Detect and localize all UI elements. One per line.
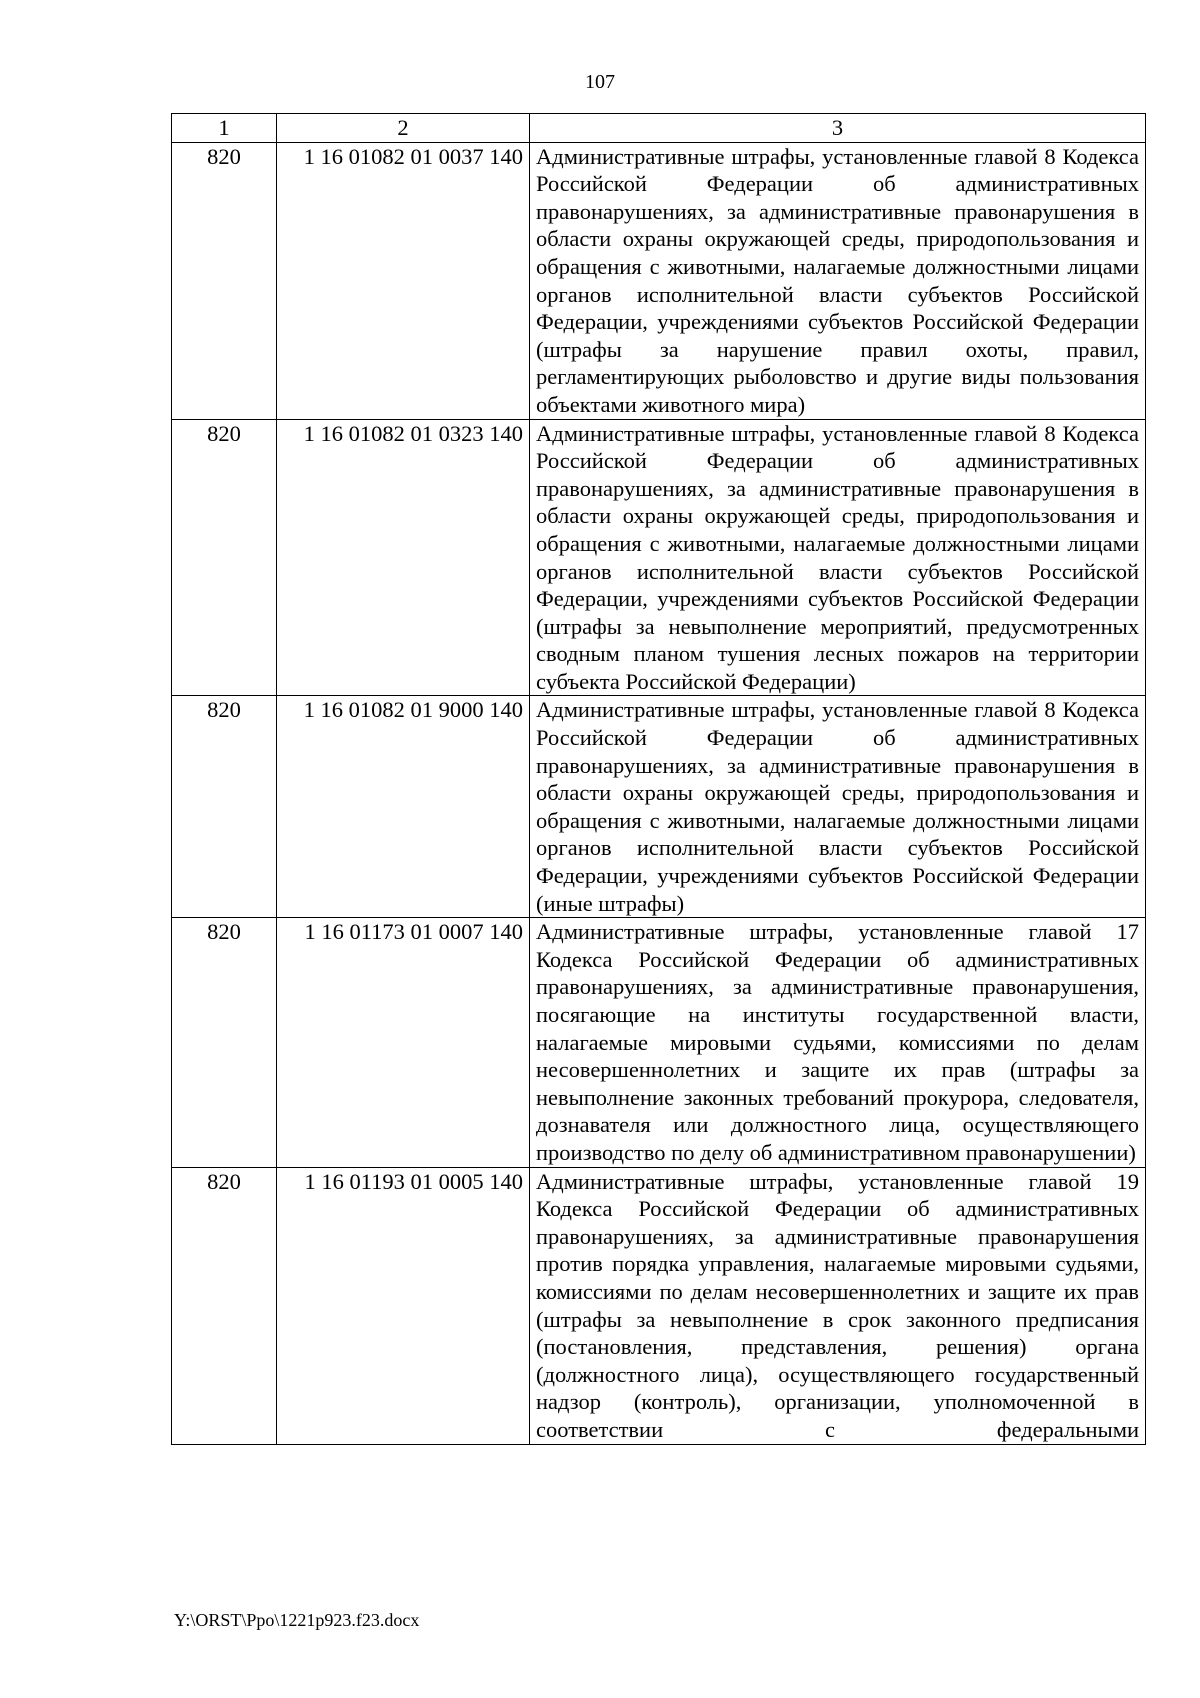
table-row (172, 142, 1146, 419)
admin-code-cell: 820 (172, 419, 277, 696)
admin-code-cell: 820 (172, 918, 277, 1167)
header-cell-2: 2 (277, 114, 530, 143)
budget-codes-table (171, 113, 1146, 1445)
admin-code-cell: 820 (172, 142, 277, 419)
budget-code-cell: 1 16 01082 01 0323 140 (277, 419, 530, 696)
table-row (172, 419, 1146, 696)
budget-code-cell: 1 16 01193 01 0005 140 (277, 1167, 530, 1444)
table-header-row (172, 114, 1146, 143)
table-row (172, 1167, 1146, 1444)
description-cell: Административные штрафы, установленные главой 8 Кодекса Российской Федерации об административных правонарушениях, за административные правонарушения в области охраны окружающей среды, природопользования и обращения с животными, налагаемые должностными лицами органов исполнительной власти субъектов Российской Федерации, учреждениями субъектов Российской Федерации (иные штрафы) (530, 696, 1146, 918)
budget-code-cell: 1 16 01173 01 0007 140 (277, 918, 530, 1167)
admin-code-cell: 820 (172, 1167, 277, 1444)
table-row (172, 696, 1146, 918)
description-cell: Административные штрафы, установленные главой 8 Кодекса Российской Федерации об административных правонарушениях, за административные правонарушения в области охраны окружающей среды, природопользования и обращения с животными, налагаемые должностными лицами органов исполнительной власти субъектов Российской Федерации, учреждениями субъектов Российской Федерации (штрафы за невыполнение мероприятий, предусмотренных сводным планом тушения лесных пожаров на территории субъекта Российской Федерации) (530, 419, 1146, 696)
description-cell: Административные штрафы, установленные главой 8 Кодекса Российской Федерации об административных правонарушениях, за административные правонарушения в области охраны окружающей среды, природопользования и обращения с животными, налагаемые должностными лицами органов исполнительной власти субъектов Российской Федерации, учреждениями субъектов Российской Федерации (штрафы за нарушение правил охоты, правил, регламентирующих рыболовство и другие виды пользования объектами животного мира) (530, 142, 1146, 419)
table-row (172, 918, 1146, 1167)
header-cell-1: 1 (172, 114, 277, 143)
page-number: 107 (585, 71, 615, 93)
description-cell: Административные штрафы, установленные главой 17 Кодекса Российской Федерации об административных правонарушениях, за административные правонарушения, посягающие на институты государственной власти, налагаемые мировыми судьями, комиссиями по делам несовершеннолетних и защите их прав (штрафы за невыполнение законных требований прокурора, следователя, дознавателя или должностного лица, осуществляющего производство по делу об административном правонарушении) (530, 918, 1146, 1167)
admin-code-cell: 820 (172, 696, 277, 918)
description-cell: Административные штрафы, установленные главой 19 Кодекса Российской Федерации об административных правонарушениях, за административные правонарушения против порядка управления, налагаемые мировыми судьями, комиссиями по делам несовершеннолетних и защите их прав (штрафы за невыполнение в срок законного предписания (постановления, представления, решения) органа (должностного лица), осуществляющего государственный надзор (контроль), организации, уполномоченной в соответствии с федеральными (530, 1167, 1146, 1444)
budget-code-cell: 1 16 01082 01 0037 140 (277, 142, 530, 419)
footer-file-path: Y:\ORST\Ppo\1221p923.f23.docx (174, 1610, 420, 1630)
budget-code-cell: 1 16 01082 01 9000 140 (277, 696, 530, 918)
header-cell-3: 3 (530, 114, 1146, 143)
